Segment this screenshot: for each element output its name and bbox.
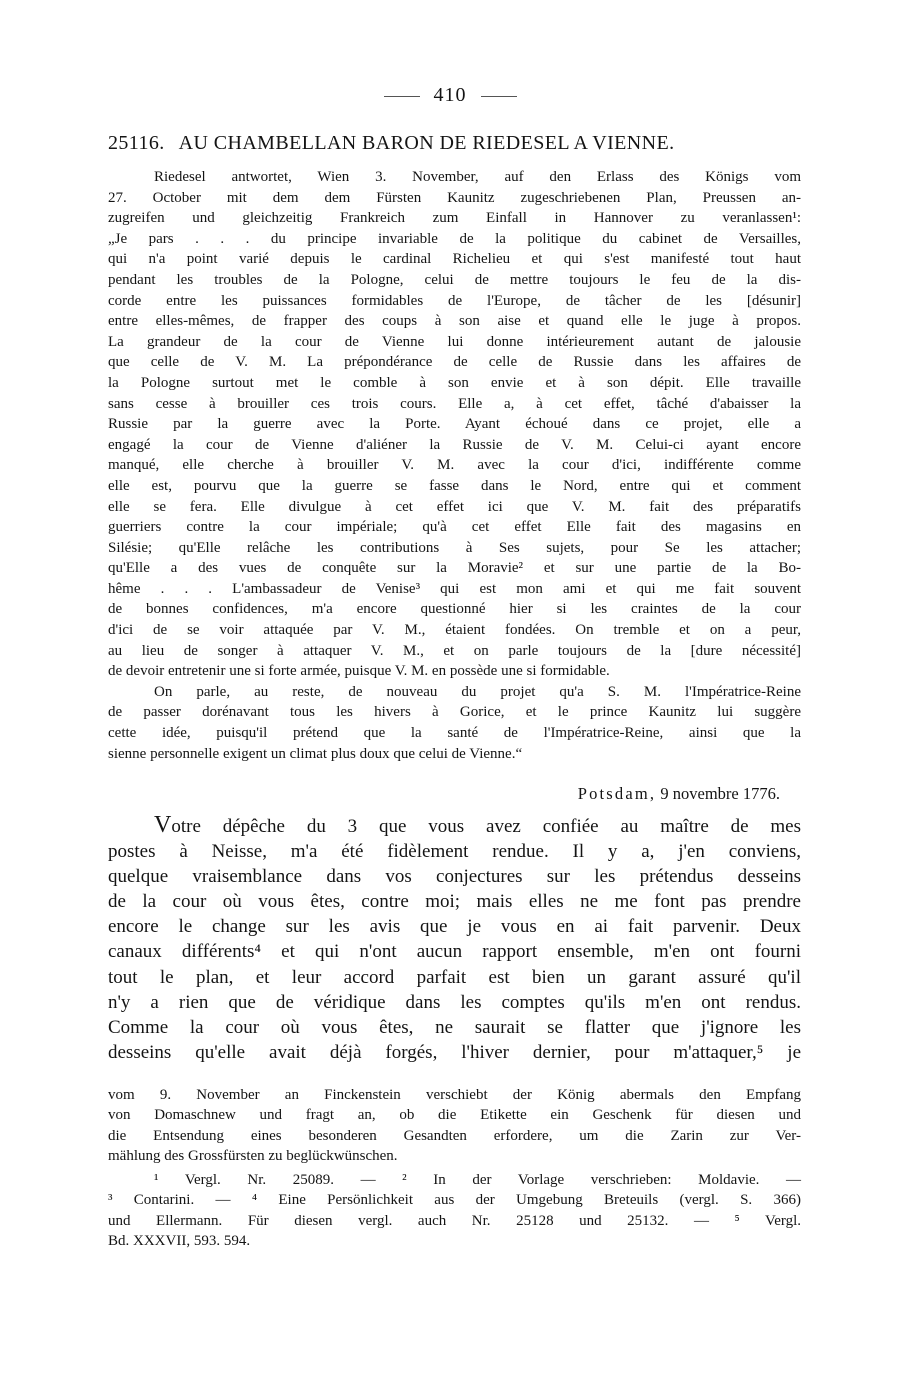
dateline-date: 9 novembre 1776. [660, 784, 780, 803]
note-line: ³ Contarini. — ⁴ Eine Persönlichkeit aus der Umgebung Breteuils (vergl. S. 366) [108, 1192, 801, 1209]
intro-line: Russie par la guerre avec la Porte. Ayant échoué dans ce projet, elle a [108, 416, 801, 433]
letter-line: encore le change sur les avis que je vous en ai fait parvenir. Deux [108, 916, 801, 938]
intro-line: de devoir entretenir une si forte armée, puisque V. M. en possède une si formidable. [108, 663, 610, 680]
intro-line: entre elles-mêmes, de frapper des coups à son aise et quand elle le juge à propos. [108, 313, 801, 330]
page-number: 410 [433, 84, 467, 106]
letter-line: n'y a rien que de véridique dans les comptes qu'ils m'en ont rendus. [108, 991, 801, 1013]
letter-line [108, 813, 801, 839]
letter-title: AU CHAMBELLAN BARON DE RIEDESEL A VIENNE. [178, 132, 675, 154]
intro-line: cette idée, puisqu'il prétend que la santé de l'Impératrice-Reine, ainsi que la [108, 725, 801, 742]
intro-line: sienne personnelle exigent un climat plus doux que celui de Vienne.“ [108, 745, 523, 762]
intro-line: On parle, au reste, de nouveau du projet qu'a S. M. l'Impératrice-Reine [154, 683, 801, 700]
intro-line: Riedesel antwortet, Wien 3. November, auf den Erlass des Königs vom [154, 169, 801, 185]
intro-line: manqué, elle cherche à brouiller V. M. avec la cour d'ici, indifférente comme [108, 457, 801, 474]
intro-line: La grandeur de la cour de Vienne lui donne intérieurement autant de jalousie [108, 333, 801, 350]
initial-letter: V [154, 812, 172, 838]
intro-line: 27. October mit dem dem Fürsten Kaunitz zugeschriebenen Plan, Preussen an- [108, 189, 801, 206]
letter-line: desseins qu'elle avait déjà forgés, l'hiver dernier, pour m'attaquer,⁵ je [108, 1041, 801, 1063]
intro-line: la Pologne surtout met le comble à son envie et à son dépit. Elle travaille [108, 374, 801, 391]
letter-number: 25116. [108, 132, 165, 154]
footnotes [108, 1085, 801, 1251]
note-line: Bd. XXXVII, 593. 594. [108, 1233, 251, 1250]
dateline-place: Potsdam, [577, 784, 657, 803]
intro-line: elle se fera. Elle divulgue à cet effet ici que V. M. fait des préparatifs [108, 498, 801, 515]
intro-line: sans cesse à brouiller ces trois cours. Elle a, à cet effet, tâché d'abaisser la [108, 395, 801, 412]
right-rule [481, 96, 517, 97]
letter-line: Comme la cour où vous êtes, ne saurait se flatter que j'ignore les [108, 1016, 801, 1038]
letter-line: canaux différents⁴ et qui n'ont aucun rapport ensemble, m'en ont fourni [108, 941, 801, 963]
intro-line: guerriers contre la cour impériale; qu'à cet effet Elle fait des magasins en [108, 519, 801, 536]
intro-line: elle est, pourvu que la guerre se fasse dans le Nord, entre qui et comment [108, 477, 801, 494]
footnote-continuation-line: mählung des Grossfürsten zu beglückwünschen. [108, 1147, 398, 1164]
dateline [578, 784, 780, 804]
intro-line: de passer dorénavant tous les hivers à Gorice, et le prince Kaunitz lui suggère [108, 704, 801, 721]
footnote-continuation-line: vom 9. November an Finckenstein verschiebt der König abermals den Empfang [108, 1087, 801, 1103]
intro-line: d'ici de se voir attaquée par V. M., étaient fondées. On tremble et on a peur, [108, 622, 801, 639]
footnote-continuation-line: von Domaschnew und fragt an, ob die Etikette ein Geschenk für diesen und [108, 1107, 801, 1124]
intro-line: qui n'a point varié depuis le cardinal Richelieu et qui s'est manifesté tout haut [108, 251, 801, 268]
left-rule [384, 96, 420, 97]
letter-line: tout le plan, et leur accord parfait est bien un garant assuré qu'il [108, 966, 801, 988]
letter-line: postes à Neisse, m'a été fidèlement rendue. Il y a, j'en conviens, [108, 841, 801, 863]
intro-line: de bonnes confidences, m'a encore questionné hier si les craintes de la cour [108, 601, 801, 618]
intro-line: pendant les troubles de la Pologne, celui de mettre toujours le feu de la dis- [108, 271, 801, 288]
intro-line: hême . . . L'ambassadeur de Venise³ qui est mon ami et qui me fait souvent [108, 580, 801, 597]
intro-line: zugreifen und gleichzeitig Frankreich zum Einfall in Hannover zu veranlassen¹: [108, 210, 801, 227]
intro-line: engagé la cour de Vienne d'aliéner la Russie de V. M. Celui-ci ayant encore [108, 436, 801, 453]
intro-line: „Je pars . . . du principe invariable de la politique du cabinet de Versailles, [108, 230, 801, 247]
page-number-row [0, 84, 900, 107]
intro-line: qu'Elle a des vues de conquête sur la Moravie² et sur une partie de la Bo- [108, 560, 801, 577]
intro-line: que celle de V. M. La prépondérance de celle de Russie dans les affaires de [108, 354, 801, 371]
letter-heading [108, 132, 808, 155]
intro-summary [108, 167, 801, 764]
intro-line: Silésie; qu'Elle relâche les contributions à Ses sujets, pour Se les attacher; [108, 539, 801, 556]
footnote-continuation-line: die Entsendung eines besonderen Gesandten erfordere, um die Zarin zur Ver- [108, 1127, 801, 1144]
letter-line: de la cour où vous êtes, contre moi; mais elles ne me font pas prendre [108, 891, 801, 913]
note-line: ¹ Vergl. Nr. 25089. — ² In der Vorlage verschrieben: Moldavie. — [154, 1172, 801, 1189]
note-line: und Ellermann. Für diesen vergl. auch Nr. 25128 und 25132. — ⁵ Vergl. [108, 1212, 801, 1229]
intro-line: au lieu de songer à attaquer V. M., et on parle toujours de la [dure nécessité] [108, 642, 801, 659]
intro-line: corde entre les puissances formidables de l'Europe, de tâcher de les [désunir] [108, 292, 801, 309]
letter-body [108, 813, 801, 1065]
letter-line: quelque vraisemblance dans vos conjectures sur les prétendus desseins [108, 866, 801, 888]
letter-line-text: otre dépêche du 3 que vous avez confiée au maître de mes [171, 816, 801, 837]
